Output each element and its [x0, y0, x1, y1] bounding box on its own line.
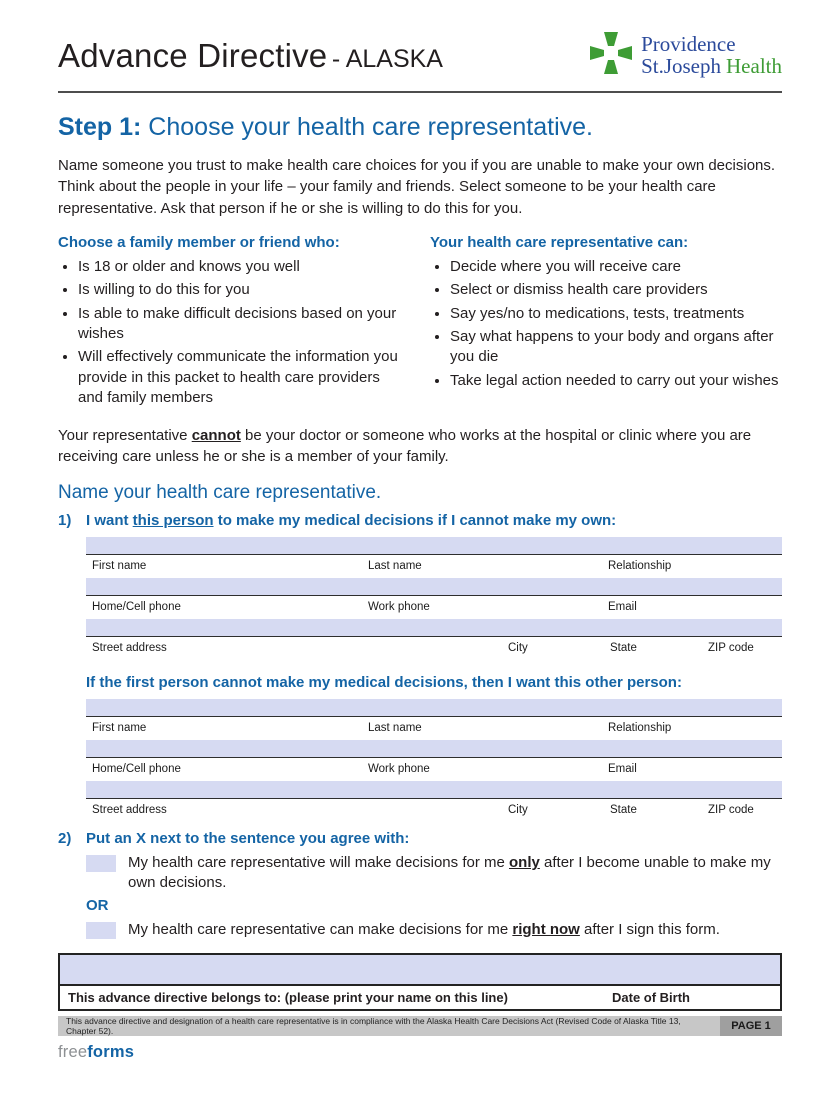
question-1: [58, 512, 782, 529]
or-label: OR: [86, 896, 109, 914]
page-number-badge: PAGE 1: [720, 1016, 782, 1036]
list-item: • Is 18 or older and knows you well: [78, 257, 408, 277]
person2-phone-input[interactable]: [86, 740, 782, 758]
step-label: Step 1:: [58, 113, 142, 141]
second-person-heading: If the first person cannot make my medical decisions, then I want this other person:: [86, 674, 682, 692]
list-item: • Take legal action needed to carry out your wishes: [450, 371, 782, 391]
name-representative-heading: Name your health care representative.: [58, 482, 382, 504]
option1-text: My health care representative will make decisions for me only after I become unable to make my own decisions.: [128, 854, 771, 892]
step-title: Choose your health care representative.: [141, 113, 594, 141]
document-title: [58, 37, 443, 75]
field-label-last-name: Last name: [368, 722, 422, 735]
field-label-street-address: Street address: [92, 804, 167, 817]
providence-logo: [590, 32, 782, 79]
list-item: • Is able to make difficult decisions based on your wishes: [78, 304, 408, 345]
option2-emphasis: right now: [512, 920, 580, 938]
question-1-number: 1): [58, 512, 72, 530]
compliance-text: This advance directive and designation of a health care representative is in compliance with the Alaska Health Care Decisions Act (Revised Code of Alaska Title 13, Chapter 52).: [58, 1016, 720, 1036]
q1-emphasis: this person: [132, 512, 214, 530]
question-2: [58, 830, 782, 847]
title-region: - ALASKA: [331, 44, 443, 73]
belongs-to-label: This advance directive belongs to: (please print your name on this line): [68, 989, 508, 1005]
field-label-state: State: [610, 804, 637, 817]
header: [58, 32, 782, 93]
representative-cannot-note: [58, 425, 782, 468]
field-label-email: Email: [608, 763, 637, 776]
person2-name-input[interactable]: [86, 699, 782, 717]
cannot-post: be your doctor or someone who works at the hospital or clinic where you are receiving care unless he or she is a member of your family.: [58, 426, 752, 465]
list-item: • Decide where you will receive care: [450, 257, 782, 277]
column-left-bullets: [58, 257, 408, 409]
person2-name-labels: [86, 717, 782, 740]
providence-cross-icon: [590, 32, 632, 79]
option-right-now: [86, 920, 782, 940]
person2-address-labels: [86, 799, 782, 822]
question-1-text: I want this person to make my medical decisions if I cannot make my own:: [86, 512, 617, 530]
title-main: Advance Directive: [58, 36, 328, 74]
person1-address-input[interactable]: [86, 619, 782, 637]
person1-name-input[interactable]: [86, 537, 782, 555]
column-right-bullets: [430, 257, 782, 391]
field-label-state: State: [610, 642, 637, 655]
person1-form: [86, 537, 782, 660]
field-label-relationship: Relationship: [608, 722, 672, 735]
cannot-emphasis: cannot: [191, 426, 241, 444]
person2-phone-labels: [86, 758, 782, 781]
option1-emphasis: only: [509, 854, 540, 872]
field-label-home-cell-phone: Home/Cell phone: [92, 763, 181, 776]
brand-forms: forms: [87, 1042, 135, 1061]
field-label-home-cell-phone: Home/Cell phone: [92, 601, 181, 614]
field-label-relationship: Relationship: [608, 560, 672, 573]
person2-form: [86, 699, 782, 822]
step-heading: [58, 113, 782, 142]
person1-address-labels: [86, 637, 782, 660]
column-left-heading: Choose a family member or friend who:: [58, 233, 340, 251]
person1-phone-labels: [86, 596, 782, 619]
field-label-email: Email: [608, 601, 637, 614]
logo-health: Health: [726, 53, 782, 78]
option2-text: My health care representative can make decisions for me right now after I sign this form.: [128, 920, 720, 938]
column-right-heading: Your health care representative can:: [430, 233, 689, 251]
list-item: • Say what happens to your body and organs after you die: [450, 327, 782, 368]
date-of-birth-label: Date of Birth: [612, 989, 690, 1005]
field-label-work-phone: Work phone: [368, 601, 430, 614]
list-item: • Is willing to do this for you: [78, 280, 408, 300]
belongs-to-labels: [60, 986, 780, 1009]
question-2-text: Put an X next to the sentence you agree with:: [86, 830, 410, 848]
logo-stjoseph: St.Joseph: [641, 53, 722, 78]
logo-providence: Providence: [641, 31, 736, 56]
field-label-zip: ZIP code: [708, 804, 754, 817]
list-item: • Will effectively communicate the information you provide in this packet to health care providers and family members: [78, 347, 408, 408]
field-label-first-name: First name: [92, 560, 147, 573]
field-label-city: City: [508, 642, 528, 655]
field-label-first-name: First name: [92, 722, 147, 735]
cannot-pre: Your representative: [58, 426, 192, 444]
criteria-columns: [58, 234, 782, 412]
option2-checkbox[interactable]: [86, 922, 116, 939]
field-label-city: City: [508, 804, 528, 817]
question-2-number: 2): [58, 830, 72, 848]
field-label-last-name: Last name: [368, 560, 422, 573]
field-label-street-address: Street address: [92, 642, 167, 655]
belongs-to-box: [58, 953, 782, 1011]
compliance-bar: [58, 1016, 782, 1036]
intro-paragraph: Name someone you trust to make health care choices for you if you are unable to make your own decisions. Think about the people in your life – your family and friends. Select someone to be your health care representative. Ask that person if he or she is willing to do this for you.: [58, 157, 776, 217]
column-representative-can: [430, 234, 782, 412]
field-label-zip: ZIP code: [708, 642, 754, 655]
belongs-to-name-input[interactable]: [60, 955, 780, 986]
logo-wordmark: [641, 31, 782, 78]
freeforms-logo: [58, 1043, 782, 1062]
option-only-after: [86, 853, 782, 894]
list-item: • Select or dismiss health care providers: [450, 280, 782, 300]
brand-free: free: [58, 1042, 88, 1061]
column-choose-friend: [58, 234, 430, 412]
person1-phone-input[interactable]: [86, 578, 782, 596]
person1-name-labels: [86, 555, 782, 578]
field-label-work-phone: Work phone: [368, 763, 430, 776]
option1-checkbox[interactable]: [86, 855, 116, 872]
person2-address-input[interactable]: [86, 781, 782, 799]
list-item: • Say yes/no to medications, tests, treatments: [450, 304, 782, 324]
